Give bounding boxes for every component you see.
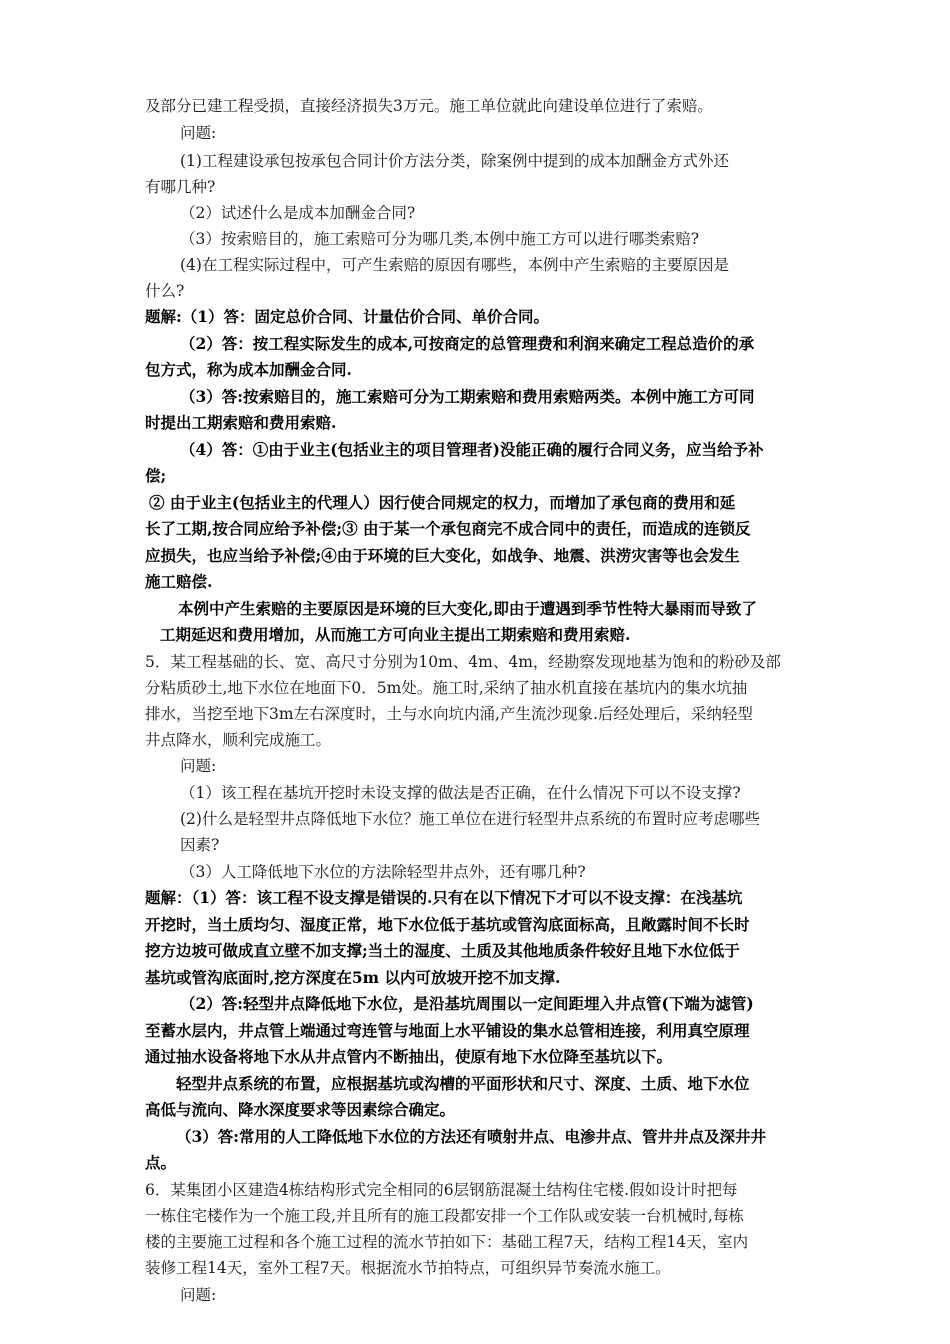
answer-5-1-line4: 基坑或管沟底面时,挖方深度在5m 以内可放坡开挖不加支撑.	[145, 968, 561, 987]
answer-5-1-line1: 题解：（1）答：该工程不设支撑是错误的.只有在以下情况下才可以不设支撑：在浅基坑	[145, 888, 743, 907]
case-5-line1: 5．某工程基础的长、宽、高尺寸分别为10m、4m、4m，经勘察发现地基为饱和的粉砂及部	[145, 653, 781, 671]
question-5-2-line2: 因素?	[180, 836, 220, 854]
answer-4-1: 题解:（1）答：固定总价合同、计量估价合同、单价合同。	[145, 307, 550, 326]
answer-4-main-cause-line2: 工期延迟和费用增加，从而施工方可向业主提出工期索赔和费用索赔.	[160, 625, 631, 644]
question-4-1-line1: (1)工程建设承包按承包合同计价方法分类，除案例中提到的成本加酬金方式外还	[180, 152, 729, 170]
question-4-4-line1: (4)在工程实际过程中，可产生索赔的原因有哪些，本例中产生索赔的主要原因是	[180, 256, 729, 274]
question-4-4-line2: 什么?	[145, 282, 185, 300]
answer-5-3-line2: 点。	[145, 1153, 177, 1172]
answer-4-4-line2: 偿;	[145, 466, 167, 485]
answer-5-2-line1: （2）答:轻型井点降低地下水位，是沿基坑周围以一定间距埋入井点管(下端为滤管)	[180, 994, 754, 1013]
answer-4-4-line1: （4）答：①由于业主(包括业主的项目管理者)没能正确的履行合同义务，应当给予补	[180, 440, 764, 459]
answer-4-main-cause-line1: 本例中产生索赔的主要原因是环境的巨大变化,即由于遭遇到季节性特大暴雨而导致了	[178, 599, 757, 618]
answer-5-1-line3: 挖方边坡可做成直立壁不加支撑;当土的湿度、土质及其他地质条件较好且地下水位低于	[145, 941, 740, 960]
case-6-line3: 楼的主要施工过程和各个施工过程的流水节拍如下：基础工程7天，结构工程14天，室内	[145, 1233, 749, 1251]
question-4-2: （2）试述什么是成本加酬金合同?	[180, 204, 416, 222]
case-6-line4: 装修工程14天，室外工程7天。根据流水节拍特点，可组织异节奏流水施工。	[145, 1259, 671, 1277]
answer-5-3-line1: （3）答:常用的人工降低地下水位的方法还有喷射井点、电渗井点、管井井点及深井井	[176, 1127, 767, 1146]
case-6-line2: 一栋住宅楼作为一个施工段,并且所有的施工段都安排一个工作队或安装一台机械时,每栋	[145, 1207, 744, 1225]
answer-4-4-line3: ② 由于业主(包括业主的代理人）因行使合同规定的权力，而增加了承包商的费用和延	[149, 493, 736, 512]
question-4-1-line2: 有哪几种?	[145, 178, 216, 196]
answer-4-4-line6: 施工赔偿.	[145, 572, 213, 591]
question-5-2-line1: (2)什么是轻型井点降低地下水位？施工单位在进行轻型井点系统的布置时应考虑哪些	[180, 810, 760, 828]
question-4-3: （3）按索赔目的，施工索赔可分为哪几类,本例中施工方可以进行哪类索赔?	[180, 230, 700, 248]
answer-5-2-line5: 高低与流向、降水深度要求等因素综合确定。	[145, 1100, 456, 1119]
answer-5-2-line2: 至蓄水层内，井点管上端通过弯连管与地面上水平铺设的集水总管相连接，利用真空原理	[145, 1021, 750, 1040]
case-6-line1: 6．某集团小区建造4栋结构形式完全相同的6层钢筋混凝土结构住宅楼.假如设计时把每	[145, 1181, 738, 1199]
case-intro-tail: 及部分已建工程受损，直接经济损失3万元。施工单位就此向建设单位进行了索赔。	[145, 97, 713, 115]
answer-4-4-line4: 长了工期,按合同应给予补偿;③ 由于某一个承包商完不成合同中的责任，而造成的连锁反	[145, 519, 751, 538]
answer-4-2-line2: 包方式，称为成本加酬金合同.	[145, 360, 352, 379]
question-5-3: （3）人工降低地下水位的方法除轻型井点外，还有哪几种?	[180, 863, 586, 881]
answer-4-3-line1: （3）答:按索赔目的，施工索赔可分为工期索赔和费用索赔两类。本例中施工方可同	[180, 387, 755, 406]
questions-label: 问题:	[180, 757, 217, 775]
answer-4-2-line1: （2）答：按工程实际发生的成本,可按商定的总管理费和利润来确定工程总造价的承	[180, 334, 755, 353]
questions-label: 问题:	[180, 124, 217, 142]
answer-5-2-line3: 通过抽水设备将地下水从井点管内不断抽出，使原有地下水位降至基坑以下。	[145, 1047, 673, 1066]
answer-5-2-line4: 轻型井点系统的布置，应根据基坑或沟槽的平面形状和尺寸、深度、土质、地下水位	[176, 1074, 750, 1093]
answer-4-4-line5: 应损失，也应当给予补偿;④由于环境的巨大变化，如战争、地震、洪涝灾害等也会发生	[145, 546, 740, 565]
questions-label: 问题:	[180, 1286, 217, 1304]
case-5-line3: 排水，当挖至地下3m左右深度时，土与水向坑内涌,产生流沙现象.后经处理后，采纳轻型	[145, 705, 753, 723]
question-5-1: （1）该工程在基坑开挖时未设支撑的做法是否正确，在什么情况下可以不设支撑?	[180, 784, 741, 802]
answer-4-3-line2: 时提出工期索赔和费用索赔.	[145, 413, 337, 432]
case-5-line2: 分粘质砂土,地下水位在地面下0．5m处。施工时,采纳了抽水机直接在基坑内的集水坑抽	[145, 679, 748, 697]
answer-5-1-line2: 开挖时，当土质均匀、湿度正常，地下水位低于基坑或管沟底面标高，且敞露时间不长时	[145, 915, 750, 934]
case-5-line4: 井点降水，顺利完成施工。	[145, 731, 332, 749]
